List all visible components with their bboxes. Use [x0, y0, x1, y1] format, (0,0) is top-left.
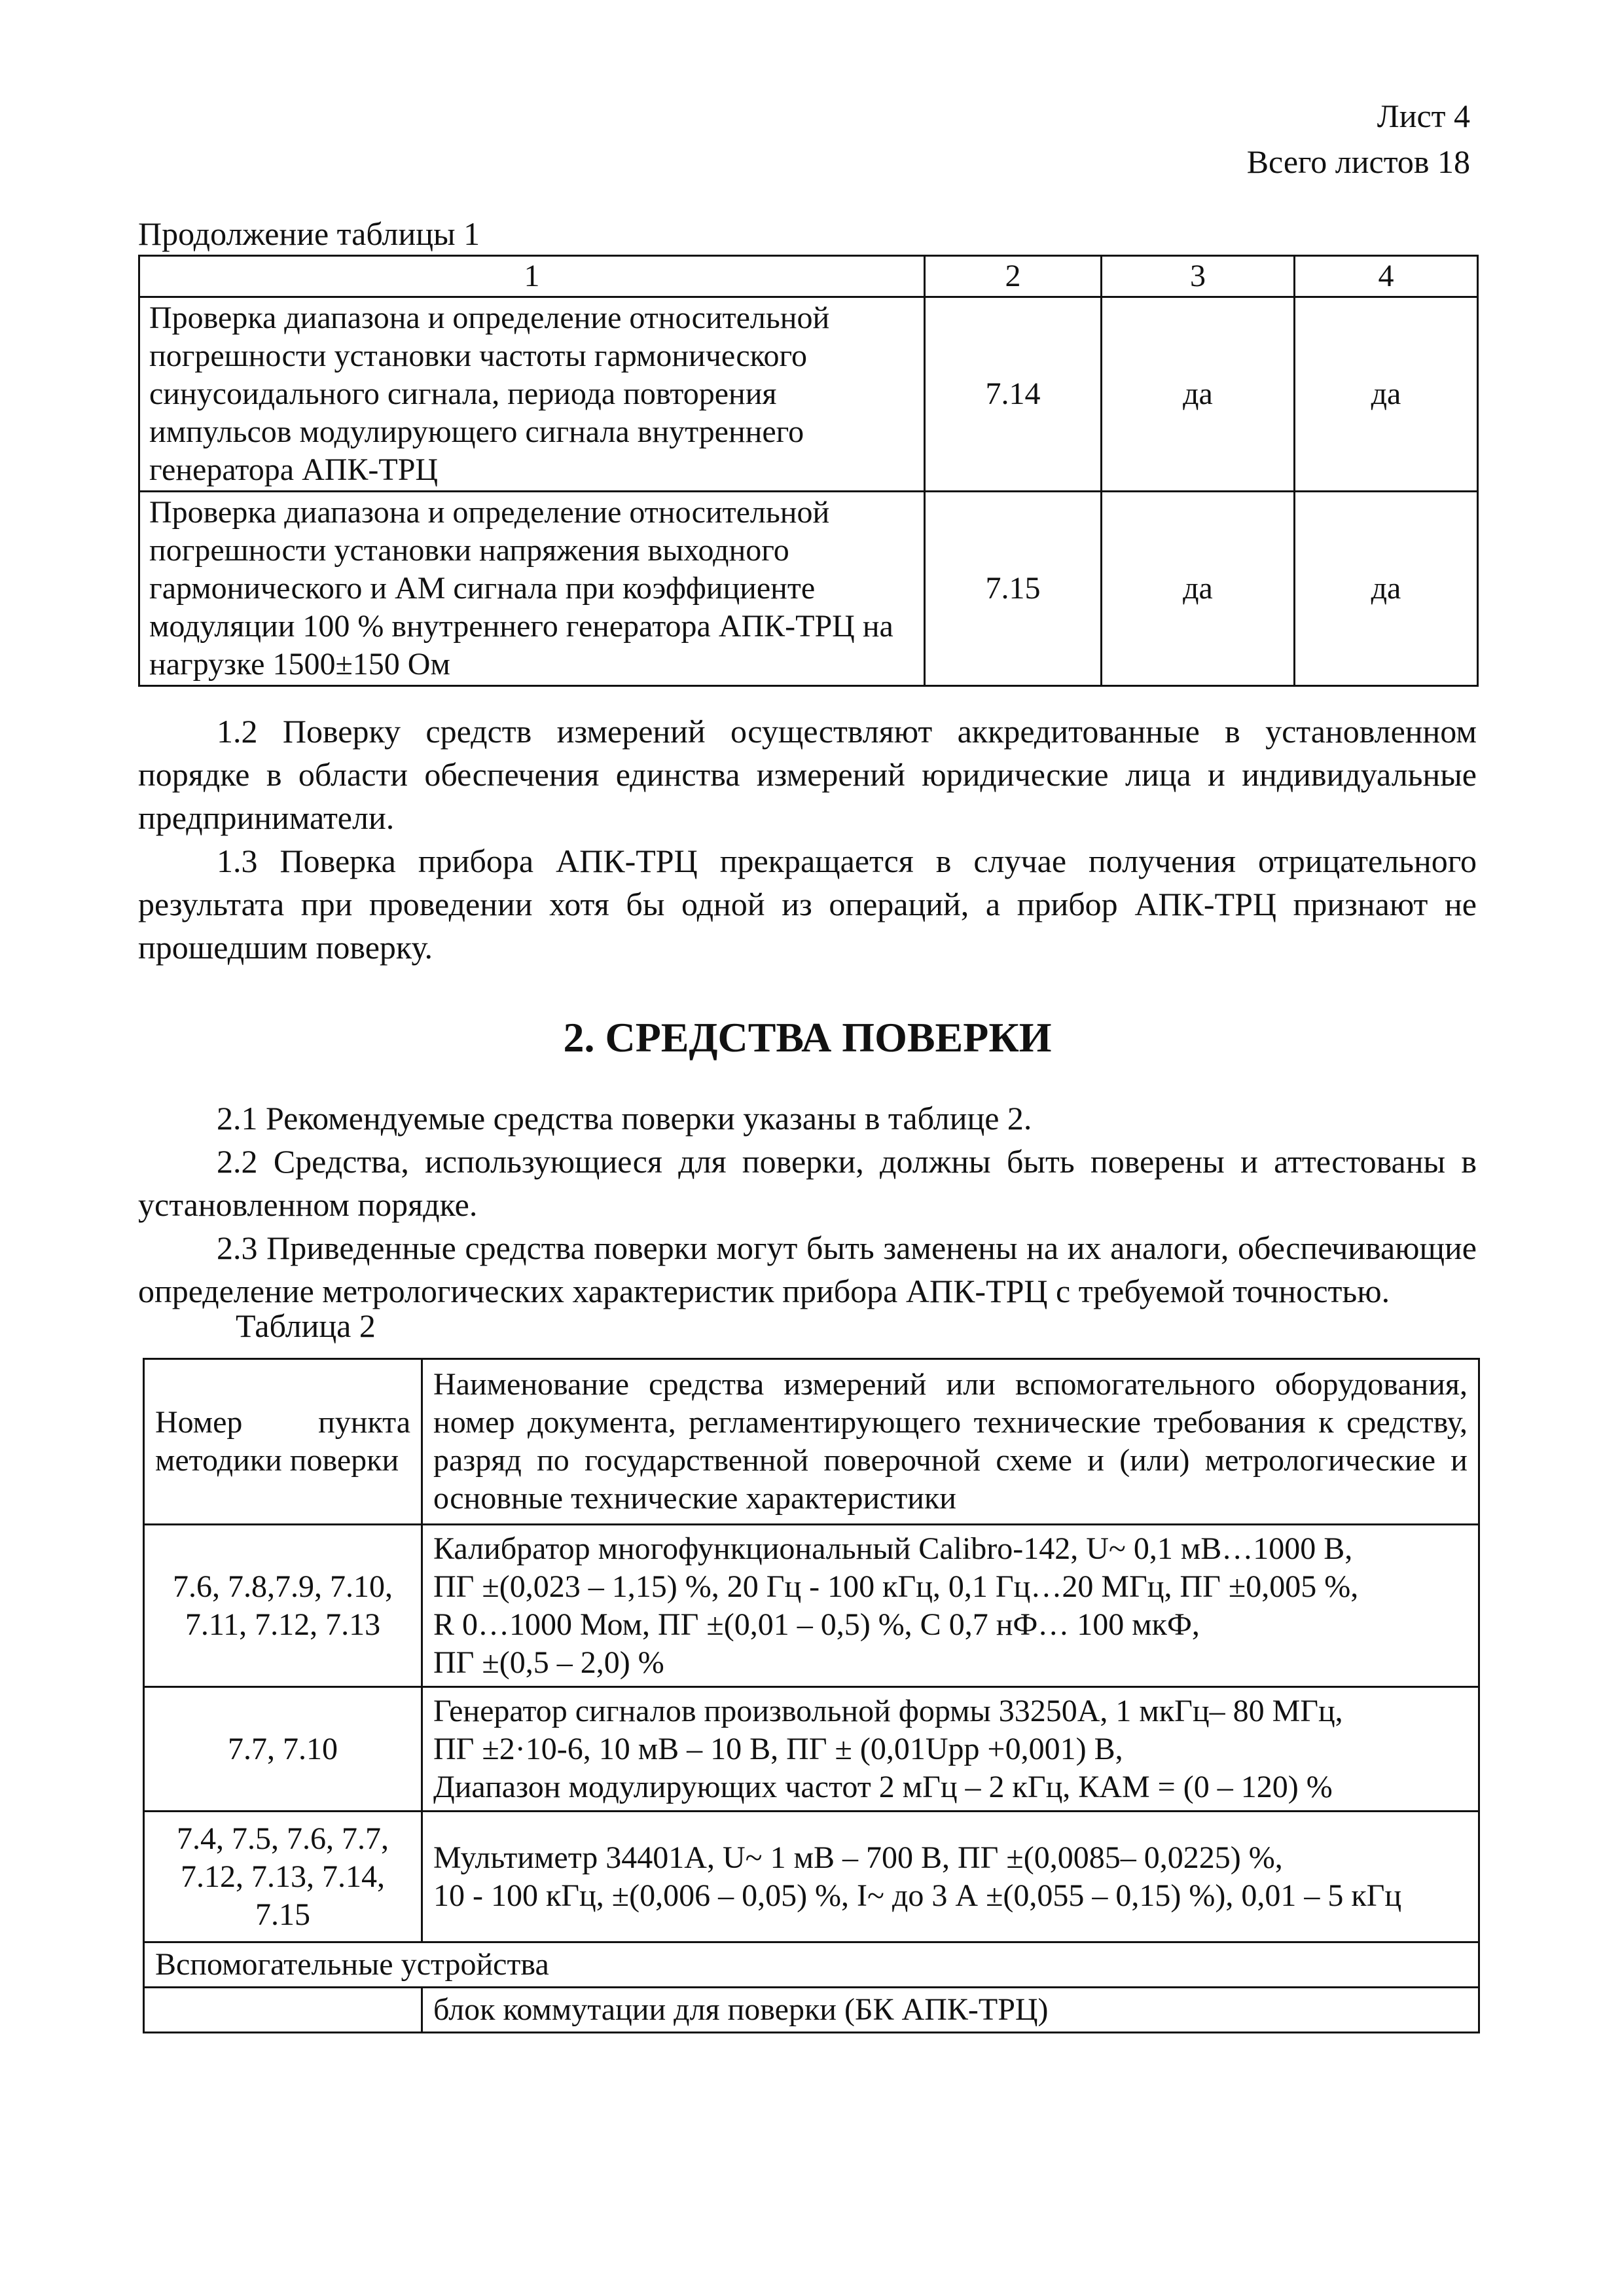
periodic-check-value: да: [1295, 297, 1478, 492]
equipment-line: ПГ ±(0,023 – 1,15) %, 20 Гц - 100 кГц, 0,1 Гц…20 МГц, ПГ ±0,005 %,: [433, 1569, 1359, 1604]
equipment-line: ПГ ±(0,5 – 2,0) %: [433, 1645, 664, 1680]
paragraph-2-3: 2.3 Приведенные средства поверки могут быть заменены на их аналоги, обеспечивающие определение метрологических характеристик прибора АПК-ТРЦ с требуемой точностью.: [138, 1230, 1477, 1309]
method-items: 7.7, 7.10: [144, 1687, 422, 1812]
item-number: 7.14: [925, 297, 1102, 492]
equipment-description: [422, 1525, 1479, 1687]
equipment-line: ПГ ±2·10-6, 10 мВ – 10 В, ПГ ± (0,01Upp +0,001) В,: [433, 1731, 1123, 1766]
paragraph-1-3: 1.3 Поверка прибора АПК-ТРЦ прекращается в случае получения отрицательного результата при проведении хотя бы одной из операций, а прибор АПК-ТРЦ признают не прошедшим поверку.: [138, 843, 1477, 966]
table2: [143, 1358, 1480, 2033]
table1-header-cell: 1: [139, 256, 925, 297]
aux-item-row: [144, 1988, 1479, 2033]
method-items: 7.4, 7.5, 7.6, 7.7, 7.12, 7.13, 7.14, 7.15: [144, 1812, 422, 1942]
table-row: [139, 492, 1478, 686]
table2-caption: Таблица 2: [236, 1307, 376, 1344]
equipment-line: Диапазон модулирующих частот 2 мГц – 2 кГц, КАМ = (0 – 120) %: [433, 1769, 1333, 1804]
sheet-number: Лист 4: [1377, 98, 1470, 134]
paragraph-1-2: 1.2 Поверку средств измерений осуществляют аккредитованные в установленном порядке в области обеспечения единства измерений юридические лица и индивидуальные предприниматели.: [138, 713, 1477, 836]
paragraph-2-2: 2.2 Средства, использующиеся для поверки, должны быть поверены и аттестованы в установленном порядке.: [138, 1143, 1477, 1223]
table1: [138, 255, 1479, 687]
table2-header-equipment: Наименование средства измерений или вспомогательного оборудования, номер документа, регламентирующего технические требования к средству, разряд по государственной поверочной схеме и (или) метрологические и основные технические характеристики: [422, 1359, 1479, 1525]
aux-item: блок коммутации для поверки (БК АПК-ТРЦ): [422, 1988, 1479, 2033]
equipment-description: [422, 1812, 1479, 1942]
equipment-line: Мультиметр 34401А, U~ 1 мВ – 700 В, ПГ ±(0,0085– 0,0225) %,: [433, 1840, 1283, 1875]
equipment-description: [422, 1687, 1479, 1812]
table-row: [139, 297, 1478, 492]
table1-caption: Продолжение таблицы 1: [138, 215, 480, 252]
equipment-line: Калибратор многофункциональный Calibro-142, U~ 0,1 мВ…1000 В,: [433, 1531, 1353, 1566]
operation-name: Проверка диапазона и определение относительной погрешности установки частоты гармонического синусоидального сигнала, периода повторения импульсов модулирующего сигнала внутреннего генератора АПК-ТРЦ: [139, 297, 925, 492]
section2-paragraphs: [138, 1097, 1477, 1313]
table2-header-row: [144, 1359, 1479, 1525]
section1-paragraphs: [138, 710, 1477, 969]
table-row: [144, 1812, 1479, 1942]
initial-check-value: да: [1102, 297, 1295, 492]
table1-header-cell: 3: [1102, 256, 1295, 297]
equipment-line: 10 - 100 кГц, ±(0,006 – 0,05) %, I~ до 3 А ±(0,055 – 0,15) %), 0,01 – 5 кГц: [433, 1878, 1402, 1913]
table-row: [144, 1525, 1479, 1687]
equipment-line: R 0…1000 Мом, ПГ ±(0,01 – 0,5) %, С 0,7 нФ… 100 мкФ,: [433, 1607, 1200, 1642]
aux-empty-cell: [144, 1988, 422, 2033]
table-row: [144, 1687, 1479, 1812]
item-number: 7.15: [925, 492, 1102, 686]
table1-header-row: [139, 256, 1478, 297]
table1-header-cell: 2: [925, 256, 1102, 297]
periodic-check-value: да: [1295, 492, 1478, 686]
equipment-line: Генератор сигналов произвольной формы 33250А, 1 мкГц– 80 МГц,: [433, 1693, 1343, 1728]
method-items: 7.6, 7.8,7.9, 7.10, 7.11, 7.12, 7.13: [144, 1525, 422, 1687]
page-header: [1247, 93, 1470, 185]
paragraph-2-1: 2.1 Рекомендуемые средства поверки указаны в таблице 2.: [217, 1100, 1032, 1137]
aux-heading: Вспомогательные устройства: [144, 1942, 1479, 1988]
total-sheets: Всего листов 18: [1246, 143, 1470, 180]
aux-heading-row: [144, 1942, 1479, 1988]
table2-header-item-number: Номер пункта методики поверки: [144, 1359, 422, 1525]
operation-name: Проверка диапазона и определение относительной погрешности установки напряжения выходного гармонического и АМ сигнала при коэффициенте модуляции 100 % внутреннего генератора АПК-ТРЦ на нагрузке 1500±150 Ом: [139, 492, 925, 686]
initial-check-value: да: [1102, 492, 1295, 686]
section-title: 2. СРЕДСТВА ПОВЕРКИ: [563, 1014, 1052, 1061]
table1-header-cell: 4: [1295, 256, 1478, 297]
